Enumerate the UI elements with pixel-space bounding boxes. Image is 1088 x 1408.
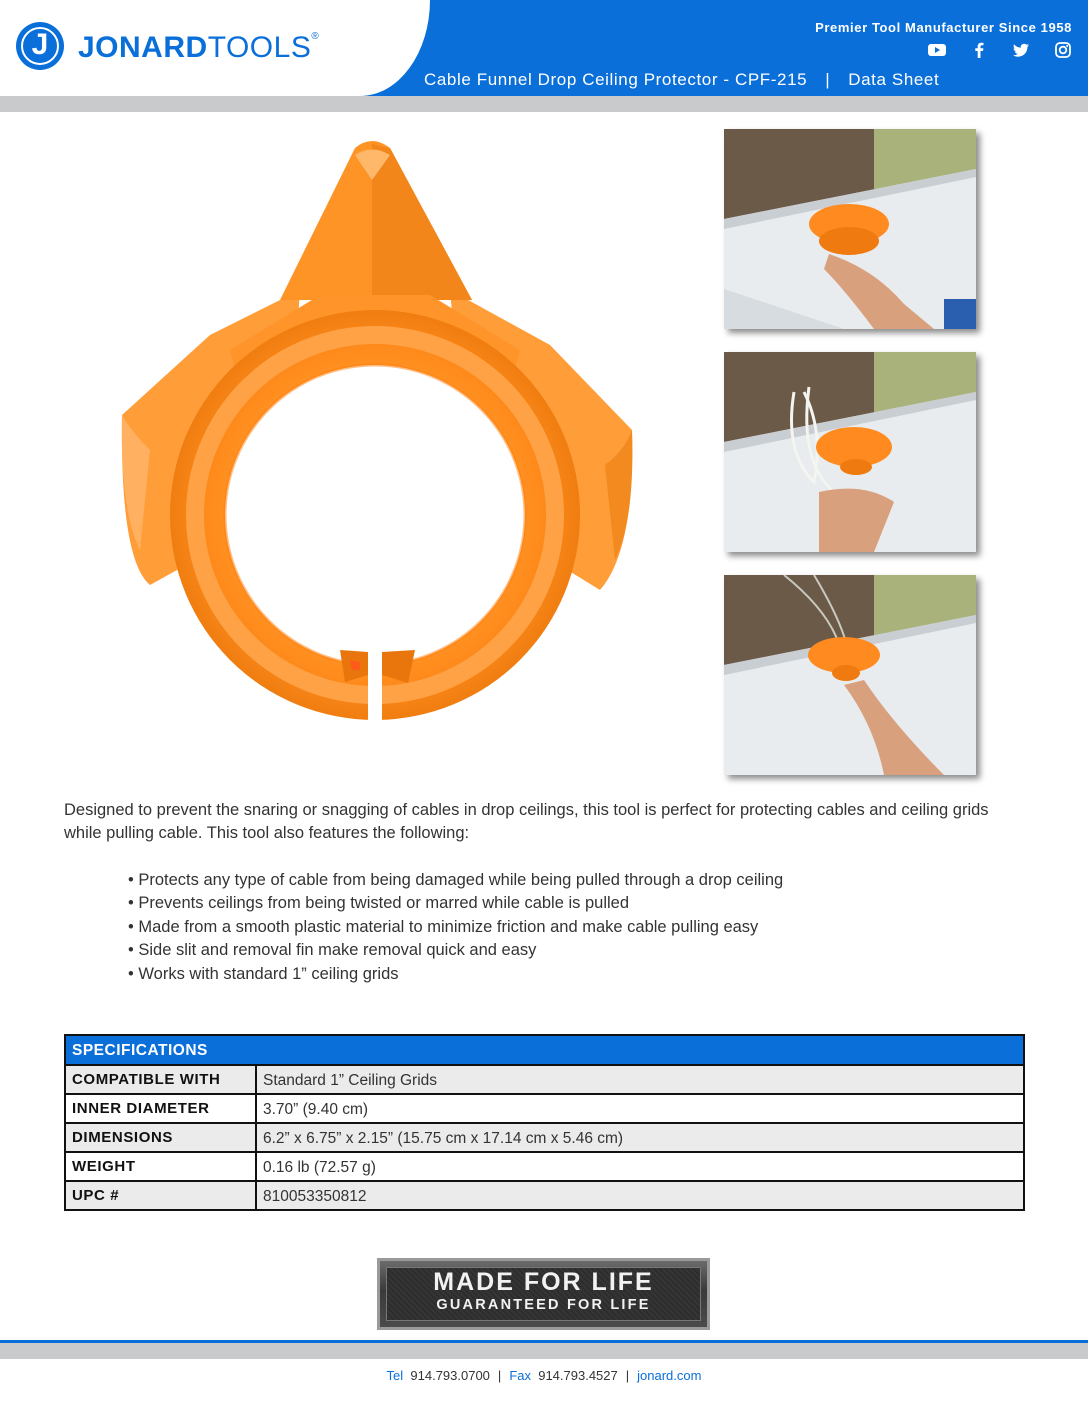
install-photo-3 (724, 575, 976, 775)
table-row (66, 1093, 1023, 1122)
install-photo-2 (724, 352, 976, 552)
brand-wordmark: JONARDTOOLS® (78, 31, 320, 64)
facebook-icon[interactable] (968, 40, 990, 60)
instagram-icon[interactable] (1052, 40, 1074, 60)
made-for-life-badge (377, 1258, 710, 1330)
install-photo-1 (724, 129, 976, 329)
fax-label: Fax (509, 1368, 531, 1383)
footer-band (0, 1343, 1088, 1359)
feature-item: • Works with standard 1” ceiling grids (128, 963, 783, 986)
product-title: Cable Funnel Drop Ceiling Protector - CPF-215 (424, 70, 808, 89)
document-title: Cable Funnel Drop Ceiling Protector - CPF-215 | Data Sheet (424, 70, 940, 89)
spec-value: 6.2” x 6.75” x 2.15” (15.75 cm x 17.14 cm x 5.46 cm) (263, 1130, 624, 1147)
brand-tagline: Premier Tool Manufacturer Since 1958 (815, 20, 1072, 35)
contact-info: Tel 914.793.0700 | Fax 914.793.4527 | jonard.com (386, 1368, 702, 1383)
feature-item: • Made from a smooth plastic material to minimize friction and make cable pulling easy (128, 916, 783, 939)
twitter-icon[interactable] (1010, 40, 1032, 60)
spec-label: INNER DIAMETER (66, 1095, 257, 1122)
youtube-icon[interactable] (926, 40, 948, 60)
spec-label: DIMENSIONS (66, 1124, 257, 1151)
header-divider (0, 96, 1088, 112)
spec-label: WEIGHT (66, 1153, 257, 1180)
specifications-table (64, 1034, 1025, 1211)
fax-number: 914.793.4527 (538, 1368, 618, 1383)
spec-value: 810053350812 (263, 1188, 367, 1205)
spec-value: 3.70” (9.40 cm) (263, 1101, 369, 1118)
table-row (66, 1180, 1023, 1209)
feature-item: • Side slit and removal fin make removal quick and easy (128, 939, 783, 962)
spec-value: Standard 1” Ceiling Grids (263, 1072, 438, 1089)
spec-value: 0.16 lb (72.57 g) (263, 1159, 376, 1176)
spec-label: COMPATIBLE WITH (66, 1066, 257, 1093)
specifications-heading: SPECIFICATIONS (66, 1036, 1023, 1066)
cable-funnel-product-image (110, 130, 640, 770)
table-row (66, 1122, 1023, 1151)
product-description: Designed to prevent the snaring or snagging of cables in drop ceilings, this tool is perfect for protecting cables and ceiling grids while pulling cable. This tool also features the following: (64, 801, 989, 842)
feature-list (128, 869, 783, 986)
badge-line-1: MADE FOR LIFE (433, 1268, 654, 1296)
doc-type: Data Sheet (848, 70, 940, 89)
feature-item: • Protects any type of cable from being damaged while being pulled through a drop ceiling (128, 869, 783, 892)
phone-number[interactable]: 914.793.0700 (410, 1368, 490, 1383)
logo-area (0, 0, 430, 96)
badge-line-2: GUARANTEED FOR LIFE (436, 1297, 651, 1313)
spec-label: UPC # (66, 1182, 257, 1209)
feature-item: • Prevents ceilings from being twisted or marred while cable is pulled (128, 892, 783, 915)
website-link[interactable]: jonard.com (637, 1368, 702, 1383)
table-row (66, 1066, 1023, 1093)
jonard-logo-icon: J (16, 22, 64, 70)
tel-label: Tel (386, 1368, 404, 1383)
table-row (66, 1151, 1023, 1180)
